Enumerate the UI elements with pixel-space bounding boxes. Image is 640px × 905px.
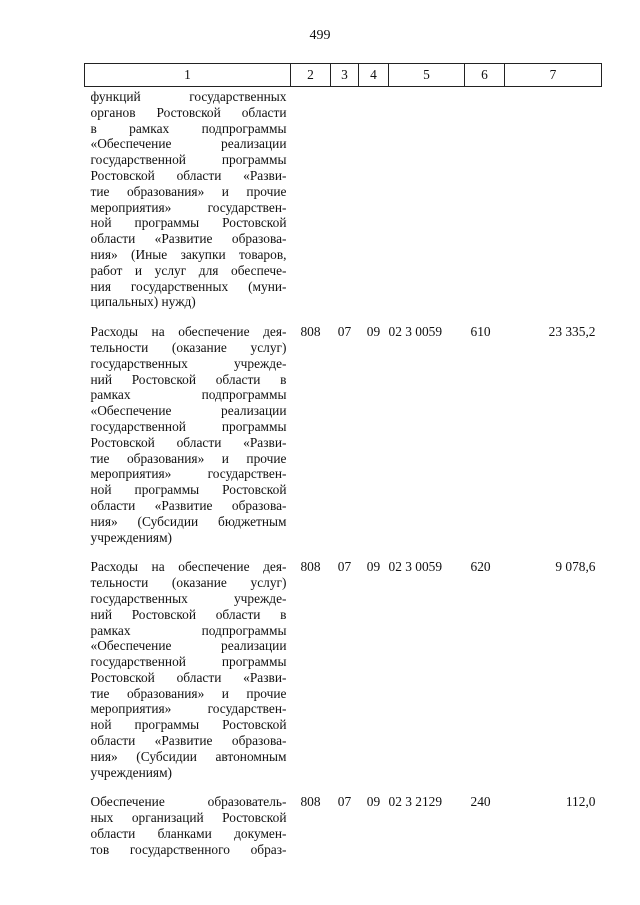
description-line: ных организаций Ростовской — [90, 810, 287, 826]
description-line: области «Развитие образова- — [90, 497, 287, 513]
target-article-code: 02 3 2129 — [388, 794, 443, 810]
description-line: функций государственных — [90, 89, 287, 104]
page-number: 499 — [309, 28, 331, 43]
description-line: ний Ростовской области в — [90, 371, 287, 387]
row-description — [85, 87, 291, 323]
target-article-code — [389, 87, 465, 323]
description-line: ной программы Ростовской — [90, 717, 287, 733]
description-line: органов Ростовской области — [90, 104, 287, 120]
description-line: «Обеспечение реализации — [90, 403, 287, 419]
subsection-code: 09 — [366, 794, 381, 810]
amount: 112,0 — [565, 794, 596, 810]
header-col-3: 3 — [331, 64, 359, 87]
description-line: «Обеспечение реализации — [90, 136, 287, 152]
target-article-code: 02 3 0059 — [388, 324, 443, 340]
description-line: ния» (Иные закупки товаров, — [90, 246, 287, 262]
section-code — [331, 87, 359, 323]
ministry-code: 808 — [300, 324, 321, 340]
description-line: ной программы Ростовской — [90, 482, 287, 498]
description-line: «Обеспечение реализации — [90, 638, 287, 654]
target-article-code: 02 3 0059 — [388, 559, 443, 575]
description-line: тие образования» и прочие — [90, 685, 287, 701]
table-body — [85, 87, 602, 870]
description-line: тие образования» и прочие — [90, 183, 287, 199]
description-line: мероприятия» государствен- — [90, 466, 287, 482]
section-code: 07 — [337, 794, 352, 810]
description-line: области «Развитие образова- — [90, 733, 287, 749]
description-line: Обеспечение образователь- — [90, 794, 287, 810]
description-line: ципальных) нужд) — [90, 294, 196, 310]
description-line: Расходы на обеспечение дея- — [90, 559, 287, 575]
description-line: ния» (Субсидии автономным — [90, 748, 287, 764]
description-line: ния государственных (муни- — [90, 278, 287, 294]
table-row — [85, 87, 602, 323]
table-row — [85, 792, 602, 869]
row-description — [85, 792, 291, 869]
description-line: тие образования» и прочие — [90, 450, 287, 466]
subsection-code: 09 — [366, 324, 381, 340]
header-col-1: 1 — [85, 64, 291, 87]
section-code: 07 — [337, 324, 352, 340]
description-line: государственной программы — [90, 152, 287, 168]
description-line: работ и услуг для обеспече- — [90, 262, 287, 278]
budget-table — [84, 63, 602, 870]
expense-type-code: 620 — [470, 559, 491, 575]
description-line: мероприятия» государствен- — [90, 199, 287, 215]
description-line: учреждениям) — [90, 529, 173, 545]
description-line: рамках подпрограммы — [90, 622, 287, 638]
description-line: тельности (оказание услуг) — [90, 339, 287, 355]
row-description — [85, 557, 291, 792]
expense-type-code: 240 — [470, 794, 491, 810]
ministry-code — [291, 87, 331, 323]
expense-type-code — [465, 87, 505, 323]
subsection-code: 09 — [366, 559, 381, 575]
header-col-7: 7 — [505, 64, 602, 87]
description-line: Ростовской области «Разви- — [90, 434, 287, 450]
subsection-code — [359, 87, 389, 323]
amount: 23 335,2 — [548, 324, 596, 340]
section-code: 07 — [337, 559, 352, 575]
description-line: Ростовской области «Разви- — [90, 669, 287, 685]
amount — [505, 87, 602, 323]
amount: 9 078,6 — [555, 559, 596, 575]
header-col-4: 4 — [359, 64, 389, 87]
header-col-5: 5 — [389, 64, 465, 87]
description-line: учреждениям) — [90, 764, 173, 780]
description-line: области «Развитие образова- — [90, 231, 287, 247]
description-line: рамках подпрограммы — [90, 387, 287, 403]
ministry-code: 808 — [300, 559, 321, 575]
expense-type-code: 610 — [470, 324, 491, 340]
description-line: ния» (Субсидии бюджетным — [90, 513, 287, 529]
header-col-2: 2 — [291, 64, 331, 87]
description-line: мероприятия» государствен- — [90, 701, 287, 717]
description-line: государственной программы — [90, 654, 287, 670]
description-line: тов государственного образ- — [90, 841, 287, 857]
row-description — [85, 322, 291, 557]
table-row — [85, 322, 602, 557]
description-line: Расходы на обеспечение дея- — [90, 324, 287, 340]
description-line: государственных учрежде- — [90, 355, 287, 371]
description-line: государственной программы — [90, 418, 287, 434]
description-line: области бланками докумен- — [90, 826, 287, 842]
description-line: тельности (оказание услуг) — [90, 575, 287, 591]
description-line: в рамках подпрограммы — [90, 120, 287, 136]
table-header-row — [85, 64, 602, 87]
header-col-6: 6 — [465, 64, 505, 87]
description-line: ной программы Ростовской — [90, 215, 287, 231]
description-line: Ростовской области «Разви- — [90, 167, 287, 183]
table-row — [85, 557, 602, 792]
ministry-code: 808 — [300, 794, 321, 810]
description-line: государственных учрежде- — [90, 590, 287, 606]
description-line: ний Ростовской области в — [90, 606, 287, 622]
